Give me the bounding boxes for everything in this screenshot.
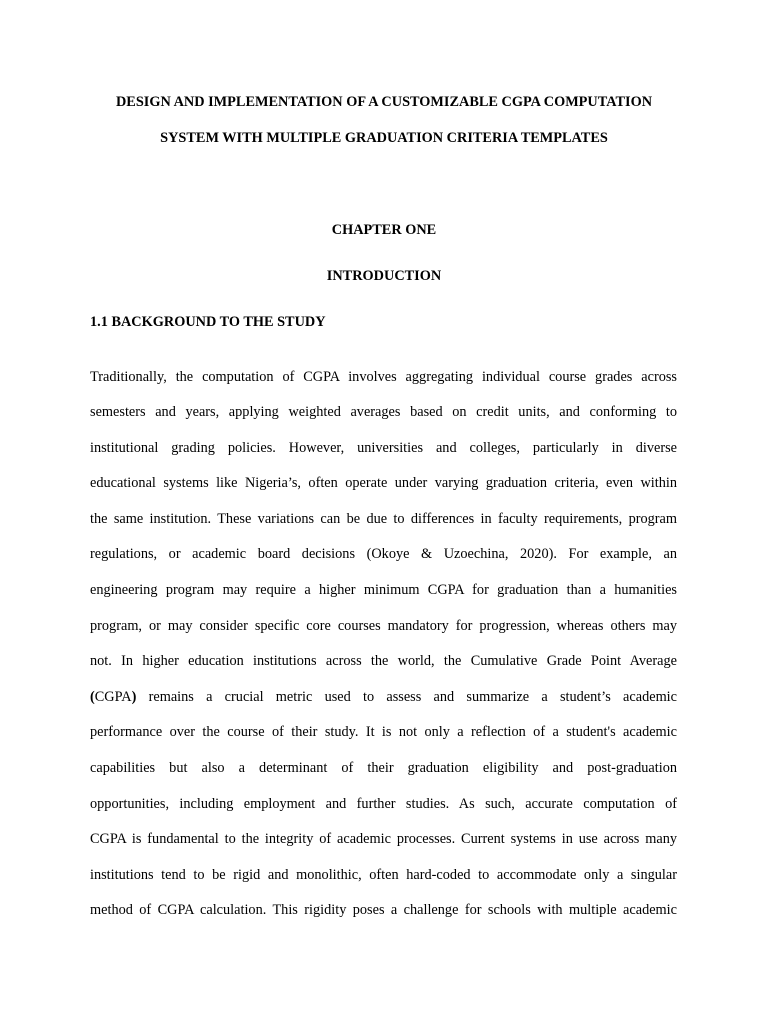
chapter-title: INTRODUCTION [326, 268, 442, 284]
paragraph-line: Traditionally, the computation of CGPA involves aggregating individual course grades across [90, 368, 677, 385]
paragraph-line: method of CGPA calculation. This rigidity poses a challenge for schools with multiple academic [90, 902, 677, 919]
paragraph-line: engineering program may require a higher minimum CGPA for graduation than a humanities [90, 582, 677, 599]
bold-close-paren: ) [131, 688, 137, 705]
paragraph-line: regulations, or academic board decisions (Okoye & Uzoechina, 2020). For example, an [90, 546, 677, 563]
paragraph-line: opportunities, including employment and further studies. As such, accurate computation of [90, 795, 677, 812]
paragraph-line: institutions tend to be rigid and monolithic, often hard-coded to accommodate only a singular [90, 866, 677, 883]
body-paragraph [90, 366, 677, 936]
paragraph-line: the same institution. These variations can be due to differences in faculty requirements, program [90, 510, 677, 527]
cgpa-acronym: CGPA [94, 688, 132, 705]
paragraph-line: semesters and years, applying weighted averages based on credit units, and conforming to [90, 404, 677, 421]
paragraph-line: CGPA is fundamental to the integrity of academic processes. Current systems in use across many [90, 831, 677, 848]
paragraph-line: program, or may consider specific core courses mandatory for progression, whereas others may [90, 617, 677, 634]
document-title-line-2: SYSTEM WITH MULTIPLE GRADUATION CRITERIA TEMPLATES [160, 130, 608, 146]
section-heading: 1.1 BACKGROUND TO THE STUDY [90, 314, 326, 330]
paragraph-line: capabilities but also a determinant of their graduation eligibility and post-graduation [90, 760, 677, 777]
document-title-line-1: DESIGN AND IMPLEMENTATION OF A CUSTOMIZABLE CGPA COMPUTATION [115, 94, 653, 110]
paragraph-line-cgpa [90, 686, 677, 722]
paragraph-line: performance over the course of their study. It is not only a reflection of a student's academic [90, 724, 677, 741]
chapter-label: CHAPTER ONE [331, 222, 437, 238]
paragraph-line-rest: remains a crucial metric used to assess and summarize a student’s academic [148, 688, 678, 705]
paragraph-line: not. In higher education institutions across the world, the Cumulative Grade Point Average [90, 653, 677, 670]
bold-open-paren: ( [90, 688, 95, 705]
paragraph-line: institutional grading policies. However, universities and colleges, particularly in diverse [90, 439, 677, 456]
paragraph-line: educational systems like Nigeria’s, often operate under varying graduation criteria, even within [90, 475, 677, 492]
